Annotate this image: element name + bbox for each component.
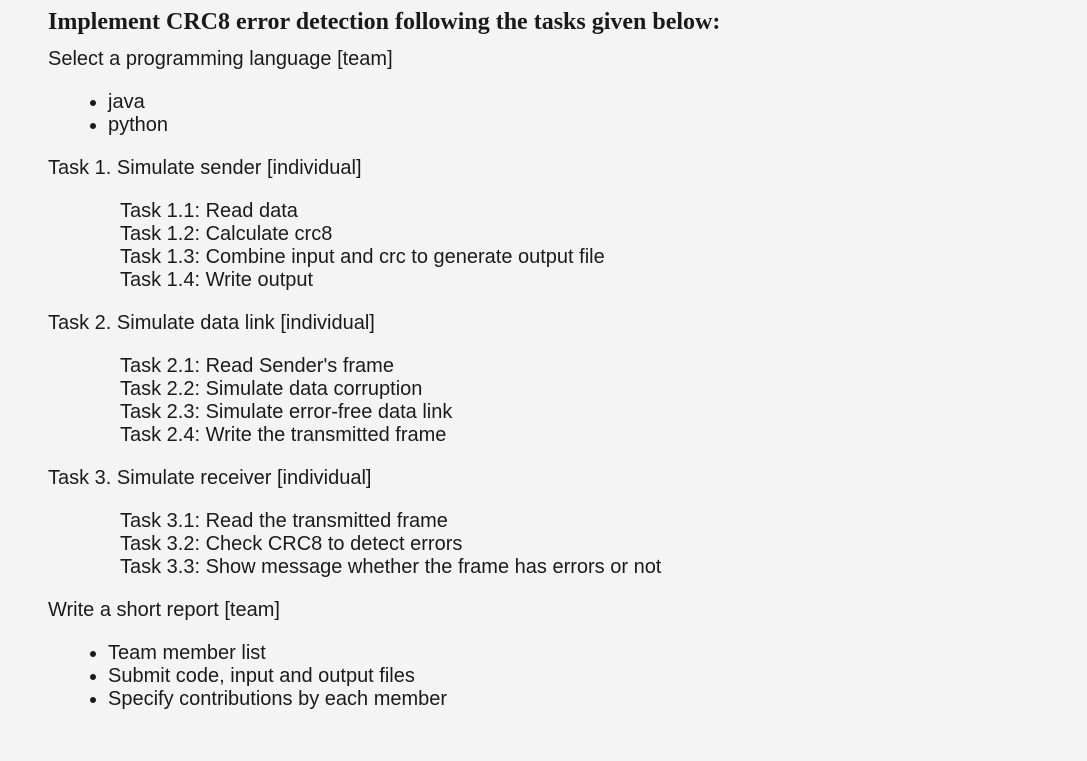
report-list [48, 642, 1068, 711]
subtask-1-3: Task 1.3: Combine input and crc to generate output file [120, 246, 605, 268]
subtask-2-3: Task 2.3: Simulate error-free data link [120, 401, 453, 423]
task-2-subtasks [120, 355, 1068, 447]
subtask-2-1: Task 2.1: Read Sender's frame [120, 355, 394, 377]
task-3-heading: Task 3. Simulate receiver [individual] [48, 467, 372, 489]
document-body [48, 8, 1068, 711]
task-3-subtasks [120, 510, 1068, 579]
task-1-subtasks [120, 200, 1068, 292]
subtask-2-2: Task 2.2: Simulate data corruption [120, 378, 423, 400]
language-section-heading: Select a programming language [team] [48, 48, 393, 70]
subtask-2-4: Task 2.4: Write the transmitted frame [120, 424, 447, 446]
task-1-heading: Task 1. Simulate sender [individual] [48, 157, 362, 179]
report-section-heading: Write a short report [team] [48, 599, 280, 621]
list-item-team-members: • Team member list [108, 642, 1068, 665]
subtask-1-1: Task 1.1: Read data [120, 200, 298, 222]
list-item-contributions: • Specify contributions by each member [108, 688, 1068, 711]
subtask-3-2: Task 3.2: Check CRC8 to detect errors [120, 533, 463, 555]
list-item-python: • python [108, 114, 1068, 137]
subtask-1-2: Task 1.2: Calculate crc8 [120, 223, 333, 245]
task-2-heading: Task 2. Simulate data link [individual] [48, 312, 375, 334]
subtask-3-1: Task 3.1: Read the transmitted frame [120, 510, 448, 532]
list-item-submit-code: • Submit code, input and output files [108, 665, 1068, 688]
subtask-3-3: Task 3.3: Show message whether the frame has errors or not [120, 556, 662, 578]
page-title: Implement CRC8 error detection following the tasks given below: [48, 9, 721, 35]
subtask-1-4: Task 1.4: Write output [120, 269, 314, 291]
language-list [48, 91, 1068, 137]
list-item-java: • java [108, 91, 1068, 114]
